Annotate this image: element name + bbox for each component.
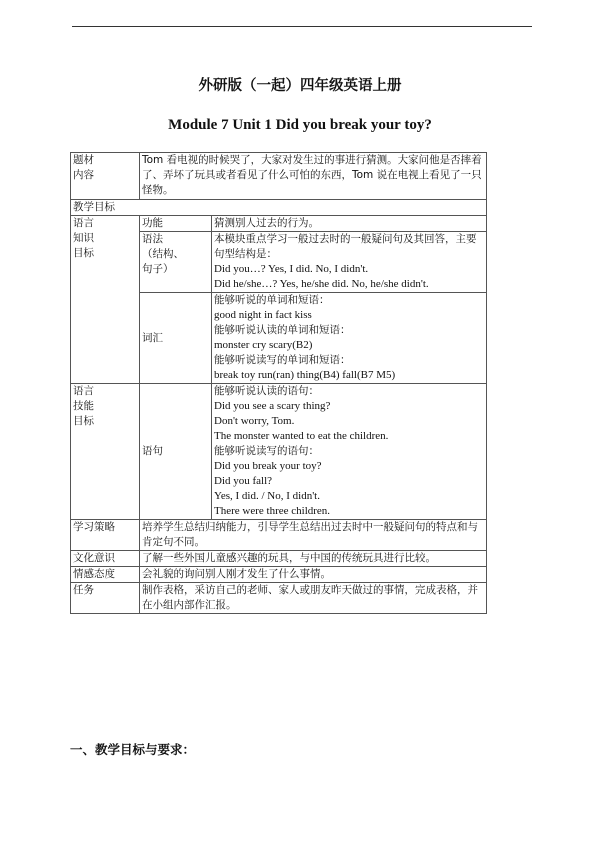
row-cultural-awareness bbox=[71, 551, 487, 567]
label-subject-content: 题材 内容 bbox=[71, 153, 140, 200]
function-text: 猜测别人过去的行为。 bbox=[212, 216, 487, 232]
grammar-text: 本模块重点学习一般过去时的一般疑问句及其回答，主要句型结构是： Did you…? Yes, I did. No, I didn't. Did he/she…? Yes, he/she did. No, he/she didn't. bbox=[212, 232, 487, 293]
task-text: 制作表格，采访自己的老师、家人或朋友昨天做过的事情，完成表格，并在小组内部作汇报。 bbox=[140, 583, 487, 614]
label-emotional-attitude: 情感态度 bbox=[71, 567, 140, 583]
emotional-attitude-text: 会礼貌的询问别人刚才发生了什么事情。 bbox=[140, 567, 487, 583]
row-emotional-attitude bbox=[71, 567, 487, 583]
vocabulary-text: 能够听说的单词和短语： good night in fact kiss 能够听说认读的单词和短语： monster cry scary(B2) 能够听说读写的单词和短语： break toy run(ran) thing(B4) fall(B7 M5) bbox=[212, 293, 487, 384]
row-teaching-goals bbox=[71, 200, 487, 216]
cultural-awareness-text: 了解一些外国儿童感兴趣的玩具，与中国的传统玩具进行比较。 bbox=[140, 551, 487, 567]
row-subject-content bbox=[71, 153, 487, 200]
label-cultural-awareness: 文化意识 bbox=[71, 551, 140, 567]
label-language-knowledge-goals: 语言 知识 目标 bbox=[71, 216, 140, 384]
section-heading: 一、教学目标与要求： bbox=[70, 742, 196, 757]
row-sentences bbox=[71, 384, 487, 520]
label-task: 任务 bbox=[71, 583, 140, 614]
row-function bbox=[71, 216, 487, 232]
label-grammar: 语法 （结构、 句子） bbox=[140, 232, 212, 293]
subject-content-text: Tom 看电视的时候哭了，大家对发生过的事进行猜测。大家问他是否摔着了、弄坏了玩具或者看见了什么可怕的东西，Tom 说在电视上看见了一只怪物。 bbox=[140, 153, 487, 200]
label-teaching-goals: 教学目标 bbox=[71, 200, 487, 216]
row-learning-strategy bbox=[71, 520, 487, 551]
label-function: 功能 bbox=[140, 216, 212, 232]
label-language-skill-goals: 语言 技能 目标 bbox=[71, 384, 140, 520]
label-sentences: 语句 bbox=[140, 384, 212, 520]
learning-strategy-text: 培养学生总结归纳能力，引导学生总结出过去时中一般疑问句的特点和与肯定句不同。 bbox=[140, 520, 487, 551]
header-rule bbox=[72, 26, 532, 27]
document-title: 外研版（一起）四年级英语上册 bbox=[198, 78, 402, 94]
label-vocabulary: 词汇 bbox=[140, 293, 212, 384]
lesson-plan-table bbox=[70, 152, 487, 614]
lesson-title: Module 7 Unit 1 Did you break your toy? bbox=[168, 117, 432, 133]
label-learning-strategy: 学习策略 bbox=[71, 520, 140, 551]
sentences-text: 能够听说认读的语句： Did you see a scary thing? Don't worry, Tom. The monster wanted to eat the children. 能够听说读写的语句： Did you break your toy? Did you fall? Yes, I did. / No, I didn't. There were three children. bbox=[212, 384, 487, 520]
row-task bbox=[71, 583, 487, 614]
